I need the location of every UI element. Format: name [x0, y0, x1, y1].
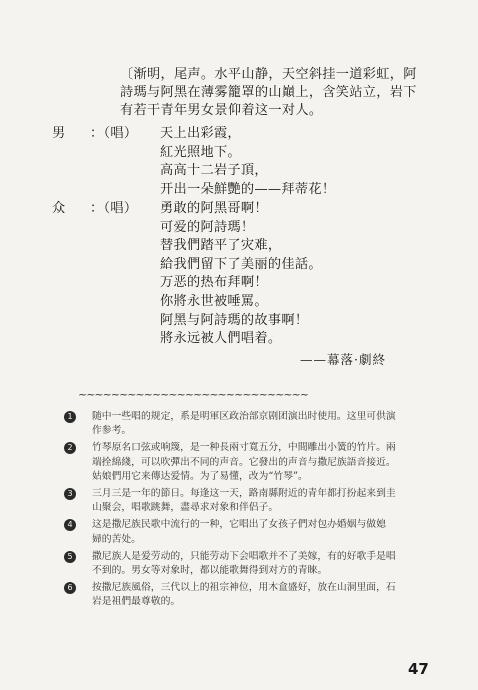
- footnote-divider: ~~~~~~~~~~~~~~~~~~~~~~~~~~~~: [78, 388, 309, 401]
- footnote-line: 姑娘們用它来傳达爱情。为了易懂，改为“竹琴”。: [92, 470, 308, 482]
- footnote-line: 山聚会，唱歌跳舞，盡尋求对象和伴侣子。: [92, 502, 279, 514]
- footnote-line: 婦的苦处。: [92, 533, 141, 545]
- footnote-text: [92, 581, 454, 609]
- singing-cue: ：（唱）: [90, 126, 138, 141]
- footnote-item: [64, 581, 454, 609]
- footnote-line: 撒尼族人是爱劳动的，只能劳动下会唱歌并不了美嫁，有的好歌手是唱: [92, 550, 396, 562]
- footnote-item: [64, 550, 454, 578]
- footnote-text: [92, 441, 454, 484]
- footnote-marker-icon: 1: [64, 411, 76, 423]
- speaker-name: 众: [52, 201, 66, 216]
- lyric-line: 高高十二岩子頂，: [160, 163, 268, 179]
- footnote-item: [64, 518, 454, 546]
- stage-direction: [120, 66, 450, 120]
- speaker-name: 男: [52, 126, 66, 141]
- footnote-line: 竹琴原名口弦或响篾，是一种長兩寸寬五分，中間雕出小簧的竹片。兩: [92, 442, 396, 454]
- page-number: 47: [408, 660, 429, 678]
- stage-direction-line: 有若干青年男女景仰着这一对人。: [120, 103, 323, 118]
- footnote-marker-icon: 6: [64, 582, 76, 594]
- footnote-text: [92, 410, 454, 438]
- stage-direction-line: 詩瑪与阿黑在薄雾籠罩的山巔上，含笑站立，岩下: [120, 85, 417, 100]
- footnote-line: 端拴綿綫，可以吹彈出不同的声音。它發出的声音与撒尼族語音接近。: [92, 456, 396, 468]
- lyric-line: 阿黑与阿詩瑪的故事啊！: [160, 312, 309, 328]
- footnote-line: 不到的。男女等对象时，都以能歌舞得到对方的青睞。: [92, 565, 328, 577]
- lyric-line: 將永远被人們唱着。: [160, 331, 282, 347]
- lyric-line: 天上出彩霞，: [160, 126, 241, 141]
- lyric-line: 可爱的阿詩瑪！: [160, 219, 255, 235]
- footnote-item: [64, 410, 454, 438]
- lyric-line: 勇敢的阿黑哥啊！: [160, 201, 268, 216]
- footnote-marker-icon: 4: [64, 519, 76, 531]
- lyric-line: 你將永世被唾罵。: [160, 293, 268, 309]
- lyric-line: 开出一朵鮮艷的——拜蒂花！: [160, 181, 336, 197]
- lyric-line: 紅光照地下。: [160, 144, 241, 160]
- lyric-line: 替我們踏平了灾难，: [160, 238, 282, 254]
- footnote-text: [92, 550, 454, 578]
- speaker-block-male: [52, 125, 452, 201]
- lyric-line: 給我們留下了美丽的佳話。: [160, 256, 322, 272]
- footnote-marker-icon: 5: [64, 551, 76, 563]
- footnote-text: [92, 518, 454, 546]
- footnote-marker-icon: 2: [64, 442, 76, 454]
- lyric-line: 万恶的热布拜啊！: [160, 275, 268, 291]
- footnote-line: 随中一些唱的规定，系是明軍区政治部京剧团演出时使用。这里可供演: [92, 411, 396, 422]
- lyric-lines: [160, 200, 322, 349]
- footnote-item: [64, 487, 454, 515]
- stage-direction-line: 〔渐明，尾声。水平山静，天空斜挂一道彩虹，阿: [120, 67, 417, 82]
- footnote-line: 作参考。: [92, 425, 132, 437]
- footnote-line: 按撒尼族風俗，三代以上的祖宗神位，用木盒盛好，放在山洞里面，石: [92, 582, 396, 594]
- footnote-marker-icon: 3: [64, 488, 76, 500]
- singing-cue: ：（唱）: [90, 201, 138, 216]
- curtain-end-mark: ——幕落·劇終: [300, 352, 386, 367]
- footnote-line: 这是撒尼族民歌中流行的一种，它唱出了女孩子們对包办婚姻与做媳: [92, 519, 386, 531]
- speaker-block-chorus: [52, 200, 452, 350]
- footnote-line: 三月三是一年的節日。每逢这一天，路南縣附近的青年都打扮起来到圭: [92, 488, 396, 500]
- footnote-text: [92, 487, 454, 515]
- footnote-item: [64, 441, 454, 484]
- footnotes: [64, 410, 454, 613]
- footnote-line: 岩是祖們最尊敬的。: [92, 596, 181, 608]
- lyric-lines: [160, 125, 335, 199]
